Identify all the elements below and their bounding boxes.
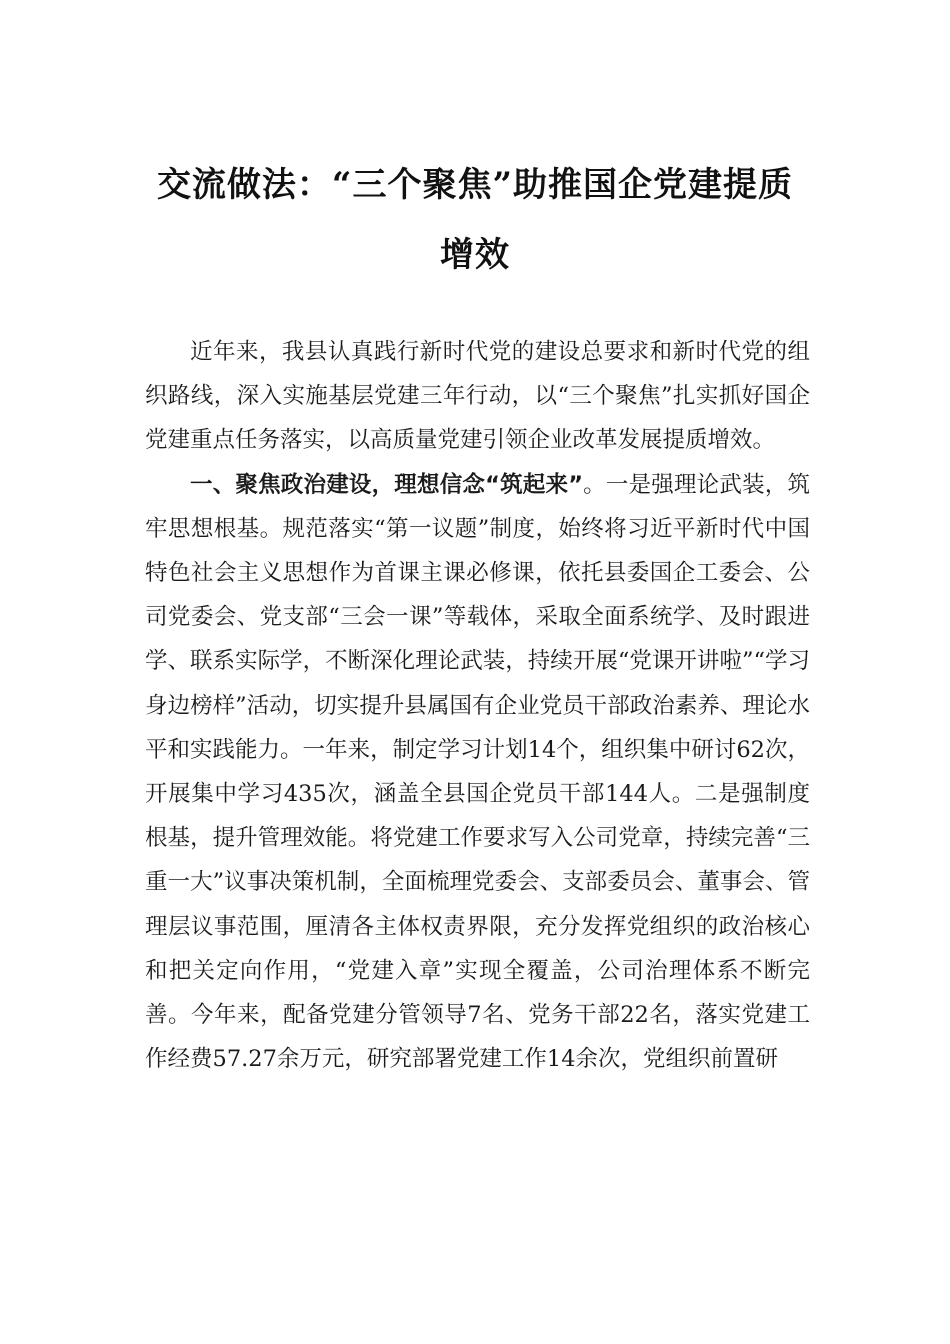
document-body bbox=[145, 330, 810, 1081]
section-one-text: 。一是强理论武装，筑牢思想根基。规范落实“第一议题”制度，始终将习近平新时代中国特色社会主义思想作为首课主课必修课，依托县委国企工委会、公司党委会、党支部“三会一课”等载体，采取全面系统学、及时跟进学、联系实际学，不断深化理论武装，持续开展“党课开讲啦”“学习身边榜样”活动，切实提升县属国有企业党员干部政治素养、理论水平和实践能力。一年来，制定学习计划14个，组织集中研讨62次，开展集中学习435次，涵盖全县国企党员干部144人。二是强制度根基，提升管理效能。将党建工作要求写入公司党章，持续完善“三重一大”议事决策机制，全面梳理党委会、支部委员会、董事会、管理层议事范围，厘清各主体权责界限，充分发挥党组织的政治核心和把关定向作用，“党建入章”实现全覆盖，公司治理体系不断完善。今年来，配备党建分管领导7名、党务干部22名，落实党建工作经费57.27余万元，研究部署党建工作14余次，党组织前置研 bbox=[145, 471, 810, 1073]
section-one-paragraph bbox=[145, 463, 810, 1082]
intro-paragraph: 近年来，我县认真践行新时代党的建设总要求和新时代党的组织路线，深入实施基层党建三年行动，以“三个聚焦”扎实抓好国企党建重点任务落实，以高质量党建引领企业改革发展提质增效。 bbox=[145, 339, 810, 454]
document-title: 交流做法：“三个聚焦”助推国企党建提质增效 bbox=[156, 165, 794, 275]
section-one-heading: 一、聚焦政治建设，理想信念“筑起来” bbox=[190, 471, 583, 498]
